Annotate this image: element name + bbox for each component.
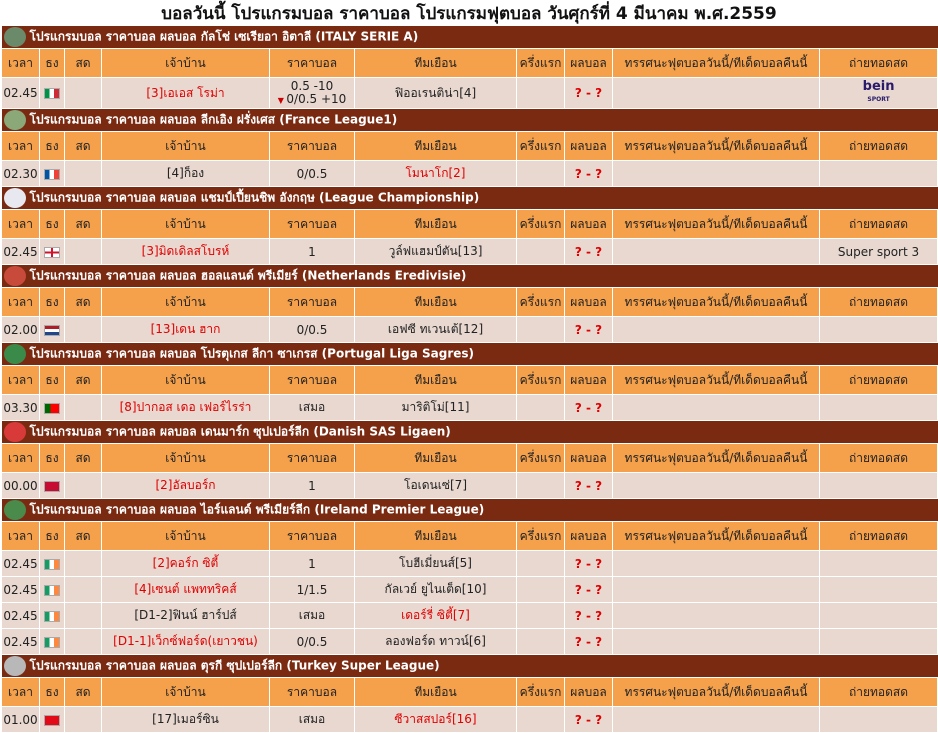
league-title[interactable]: โปรแกรมบอล ราคาบอล ผลบอล ฮอลแลนด์ พรีเมียร์ (Netherlands Eredivisie) (29, 268, 467, 283)
away-team[interactable]: เอฟซี ทเวนเต้[12] (355, 317, 517, 343)
column-header: ถ่ายทอดสด (820, 366, 938, 395)
league-header (2, 343, 938, 366)
column-header: ผลบอล (565, 288, 613, 317)
flag-cell (40, 629, 65, 655)
column-header: ถ่ายทอดสด (820, 678, 938, 707)
column-header: ครึ่งแรก (517, 366, 565, 395)
away-team[interactable]: ซีวาสสปอร์[16] (355, 707, 517, 733)
column-header: เวลา (2, 522, 40, 551)
column-header: ทรรศนะฟุตบอลวันนี้/ทีเด็ดบอลคืนนี้ (613, 522, 820, 551)
league-title[interactable]: โปรแกรมบอล ราคาบอล ผลบอล ลีกเอิง ฝรั่งเศส (France League1) (29, 112, 398, 127)
italy-flag-icon (44, 88, 60, 99)
column-header-row (2, 288, 938, 317)
column-header: ครึ่งแรก (517, 288, 565, 317)
odds (270, 78, 355, 109)
league-title[interactable]: โปรแกรมบอล ราคาบอล ผลบอล กัลโช่ เซเรียอา อิตาลี (ITALY SERIE A) (29, 29, 419, 44)
tv-cell (820, 629, 938, 655)
column-header: ราคาบอล (270, 444, 355, 473)
column-header: ทรรศนะฟุตบอลวันนี้/ทีเด็ดบอลคืนนี้ (613, 288, 820, 317)
column-header: ผลบอล (565, 210, 613, 239)
ireland-flag-icon (44, 585, 60, 596)
odds: เสมอ (270, 395, 355, 421)
column-header-row (2, 49, 938, 78)
tv-cell (820, 473, 938, 499)
column-header: ธง (40, 288, 65, 317)
live-cell (65, 629, 102, 655)
odds: 1 (270, 551, 355, 577)
match-row (2, 161, 938, 187)
column-header: เวลา (2, 49, 40, 78)
live-cell (65, 78, 102, 109)
league-header (2, 265, 938, 288)
league-header (2, 499, 938, 522)
column-header: ครึ่งแรก (517, 210, 565, 239)
odds-line: 0.5 -10 (290, 78, 334, 93)
column-header: ถ่ายทอดสด (820, 288, 938, 317)
column-header: ราคาบอล (270, 288, 355, 317)
column-header: สด (65, 210, 102, 239)
home-team[interactable]: [4]เซนต์ แพททริคส์ (102, 577, 270, 603)
score: ? - ? (565, 707, 613, 733)
first-half-cell (517, 317, 565, 343)
prediction-cell[interactable] (613, 551, 820, 577)
match-time: 02.45 (2, 603, 40, 629)
column-header: ทรรศนะฟุตบอลวันนี้/ทีเด็ดบอลคืนนี้ (613, 132, 820, 161)
column-header: ราคาบอล (270, 522, 355, 551)
column-header: ทีมเยือน (355, 678, 517, 707)
column-header: เวลา (2, 678, 40, 707)
first-half-cell (517, 161, 565, 187)
live-cell (65, 577, 102, 603)
match-row (2, 317, 938, 343)
league-logo-icon (4, 266, 26, 286)
column-header: เวลา (2, 288, 40, 317)
score: ? - ? (565, 629, 613, 655)
first-half-cell (517, 629, 565, 655)
column-header: ถ่ายทอดสด (820, 132, 938, 161)
column-header: ทีมเยือน (355, 132, 517, 161)
league-logo-icon (4, 500, 26, 520)
league-logo-icon (4, 188, 26, 208)
column-header: ราคาบอล (270, 210, 355, 239)
odds-line: 0/0.5 +10 (286, 91, 347, 106)
column-header: ผลบอล (565, 678, 613, 707)
column-header: สด (65, 444, 102, 473)
match-row (2, 78, 938, 109)
prediction-cell[interactable] (613, 395, 820, 421)
column-header: ถ่ายทอดสด (820, 49, 938, 78)
column-header: ทรรศนะฟุตบอลวันนี้/ทีเด็ดบอลคืนนี้ (613, 366, 820, 395)
tv-cell (820, 395, 938, 421)
tv-cell (820, 603, 938, 629)
prediction-cell[interactable] (613, 707, 820, 733)
england-flag-icon (44, 247, 60, 258)
flag-cell (40, 707, 65, 733)
match-row (2, 551, 938, 577)
first-half-cell (517, 707, 565, 733)
first-half-cell (517, 239, 565, 265)
column-header: ครึ่งแรก (517, 522, 565, 551)
flag-cell (40, 78, 65, 109)
column-header-row (2, 210, 938, 239)
column-header: เจ้าบ้าน (102, 522, 270, 551)
flag-cell (40, 577, 65, 603)
first-half-cell (517, 395, 565, 421)
home-team[interactable]: [4]ก็อง (102, 161, 270, 187)
tv-cell (820, 161, 938, 187)
column-header: สด (65, 132, 102, 161)
tv-cell: Super sport 3 (820, 239, 938, 265)
column-header-row (2, 522, 938, 551)
column-header: ราคาบอล (270, 366, 355, 395)
match-time: 02.45 (2, 629, 40, 655)
odds: 1/1.5 (270, 577, 355, 603)
column-header: ครึ่งแรก (517, 678, 565, 707)
league-table (1, 421, 938, 499)
column-header: เจ้าบ้าน (102, 132, 270, 161)
column-header: ทรรศนะฟุตบอลวันนี้/ทีเด็ดบอลคืนนี้ (613, 210, 820, 239)
column-header: ทรรศนะฟุตบอลวันนี้/ทีเด็ดบอลคืนนี้ (613, 678, 820, 707)
live-cell (65, 239, 102, 265)
column-header: เจ้าบ้าน (102, 444, 270, 473)
live-cell (65, 473, 102, 499)
prediction-cell[interactable] (613, 317, 820, 343)
first-half-cell (517, 603, 565, 629)
match-row (2, 239, 938, 265)
match-row (2, 395, 938, 421)
column-header-row (2, 132, 938, 161)
league-title[interactable]: โปรแกรมบอล ราคาบอล ผลบอล ตุรกี ซุปเปอร์ลีก (Turkey Super League) (29, 658, 440, 673)
flag-cell (40, 473, 65, 499)
league-header (2, 655, 938, 678)
odds: เสมอ (270, 603, 355, 629)
column-header: เจ้าบ้าน (102, 366, 270, 395)
league-table (1, 265, 938, 343)
odds: 0/0.5 (270, 161, 355, 187)
tv-cell (820, 551, 938, 577)
away-team[interactable]: กัลเวย์ ยูไนเต็ด[10] (355, 577, 517, 603)
ireland-flag-icon (44, 611, 60, 622)
column-header: ทรรศนะฟุตบอลวันนี้/ทีเด็ดบอลคืนนี้ (613, 444, 820, 473)
flag-cell (40, 603, 65, 629)
column-header: ธง (40, 132, 65, 161)
bein-sport-logo-icon: bein SPORT (862, 79, 895, 103)
match-time: 03.30 (2, 395, 40, 421)
column-header: ธง (40, 210, 65, 239)
league-logo-icon (4, 656, 26, 676)
column-header: เวลา (2, 210, 40, 239)
away-team[interactable]: โมนาโก[2] (355, 161, 517, 187)
league-table (1, 109, 938, 187)
score: ? - ? (565, 395, 613, 421)
column-header: ราคาบอล (270, 49, 355, 78)
league-title[interactable]: โปรแกรมบอล ราคาบอล ผลบอล เดนมาร์ก ซุปเปอร์ลีก (Danish SAS Ligaen) (29, 424, 451, 439)
column-header: ทีมเยือน (355, 522, 517, 551)
match-time: 02.30 (2, 161, 40, 187)
column-header: เจ้าบ้าน (102, 49, 270, 78)
score: ? - ? (565, 473, 613, 499)
odds: 1 (270, 239, 355, 265)
tv-cell (820, 78, 938, 109)
away-team[interactable]: โอเดนเซ่[7] (355, 473, 517, 499)
column-header: สด (65, 288, 102, 317)
league-logo-icon (4, 344, 26, 364)
odds: 0/0.5 (270, 317, 355, 343)
column-header: ถ่ายทอดสด (820, 210, 938, 239)
column-header: เจ้าบ้าน (102, 678, 270, 707)
odds: 0/0.5 (270, 629, 355, 655)
live-cell (65, 395, 102, 421)
column-header: ครึ่งแรก (517, 132, 565, 161)
home-team[interactable]: [D1-2]ฟินน์ ฮาร์ปส์ (102, 603, 270, 629)
column-header: ทรรศนะฟุตบอลวันนี้/ทีเด็ดบอลคืนนี้ (613, 49, 820, 78)
home-team[interactable]: [3]มิดเดิลสโบรห์ (102, 239, 270, 265)
match-row (2, 603, 938, 629)
column-header: ผลบอล (565, 49, 613, 78)
page-title: บอลวันนี้ โปรแกรมบอล ราคาบอล โปรแกรมฟุตบอล วันศุกร์ที่ 4 มีนาคม พ.ศ.2559 (161, 4, 777, 24)
prediction-cell[interactable] (613, 629, 820, 655)
league-header (2, 26, 938, 49)
column-header: เวลา (2, 444, 40, 473)
league-logo-icon (4, 422, 26, 442)
flag-cell (40, 317, 65, 343)
column-header: ถ่ายทอดสด (820, 444, 938, 473)
match-time: 02.45 (2, 551, 40, 577)
column-header-row (2, 366, 938, 395)
score: ? - ? (565, 317, 613, 343)
score: ? - ? (565, 551, 613, 577)
match-row (2, 577, 938, 603)
column-header: ธง (40, 444, 65, 473)
column-header-row (2, 678, 938, 707)
score: ? - ? (565, 603, 613, 629)
column-header: ผลบอล (565, 444, 613, 473)
away-team[interactable]: ฟิออเรนติน่า[4] (355, 78, 517, 109)
denmark-flag-icon (44, 481, 60, 492)
column-header: เจ้าบ้าน (102, 210, 270, 239)
live-cell (65, 707, 102, 733)
column-header: ธง (40, 522, 65, 551)
column-header: ทีมเยือน (355, 210, 517, 239)
column-header: ผลบอล (565, 366, 613, 395)
score: ? - ? (565, 161, 613, 187)
home-team[interactable]: [2]คอร์ก ซิตี้ (102, 551, 270, 577)
live-cell (65, 603, 102, 629)
live-cell (65, 551, 102, 577)
away-team[interactable]: วูล์ฟแฮมป์ตัน[13] (355, 239, 517, 265)
column-header: สด (65, 49, 102, 78)
ireland-flag-icon (44, 637, 60, 648)
prediction-cell[interactable] (613, 161, 820, 187)
live-cell (65, 317, 102, 343)
down-arrow-icon: ▼ (277, 95, 287, 105)
home-team[interactable]: [13]เดน ฮาก (102, 317, 270, 343)
league-title[interactable]: โปรแกรมบอล ราคาบอล ผลบอล โปรตุเกส ลีกา ซาเกรส (Portugal Liga Sagres) (29, 346, 475, 361)
prediction-cell[interactable] (613, 78, 820, 109)
column-header: ผลบอล (565, 132, 613, 161)
column-header: เวลา (2, 366, 40, 395)
league-header (2, 187, 938, 210)
column-header: ผลบอล (565, 522, 613, 551)
column-header: ธง (40, 678, 65, 707)
match-time: 02.45 (2, 239, 40, 265)
flag-cell (40, 239, 65, 265)
column-header: สด (65, 366, 102, 395)
column-header: ธง (40, 49, 65, 78)
flag-cell (40, 551, 65, 577)
league-table (1, 499, 938, 655)
column-header: ราคาบอล (270, 132, 355, 161)
league-table (1, 343, 938, 421)
match-row (2, 473, 938, 499)
prediction-cell[interactable] (613, 603, 820, 629)
column-header: ธง (40, 366, 65, 395)
home-team[interactable]: [3]เอเอส โรม่า (102, 78, 270, 109)
league-logo-icon (4, 27, 26, 47)
flag-cell (40, 161, 65, 187)
live-cell (65, 161, 102, 187)
home-team[interactable]: [17]เมอร์ซิน (102, 707, 270, 733)
match-time: 01.00 (2, 707, 40, 733)
league-table (1, 187, 938, 265)
column-header: สด (65, 522, 102, 551)
prediction-cell[interactable] (613, 473, 820, 499)
score: ? - ? (565, 577, 613, 603)
away-team[interactable]: โบฮีเมี่ยนส์[5] (355, 551, 517, 577)
column-header: ราคาบอล (270, 678, 355, 707)
away-team[interactable]: เดอร์รี่ ซิตี้[7] (355, 603, 517, 629)
odds: 1 (270, 473, 355, 499)
match-time: 02.45 (2, 78, 40, 109)
column-header: เวลา (2, 132, 40, 161)
match-row (2, 629, 938, 655)
match-time: 02.45 (2, 577, 40, 603)
score: ? - ? (565, 239, 613, 265)
portugal-flag-icon (44, 403, 60, 414)
league-header (2, 421, 938, 444)
france-flag-icon (44, 169, 60, 180)
match-time: 02.00 (2, 317, 40, 343)
away-team[interactable]: ลองฟอร์ด ทาวน์[6] (355, 629, 517, 655)
tv-cell (820, 317, 938, 343)
column-header: ทีมเยือน (355, 288, 517, 317)
league-logo-icon (4, 110, 26, 130)
first-half-cell (517, 551, 565, 577)
league-tables (0, 26, 938, 733)
column-header: ทีมเยือน (355, 49, 517, 78)
column-header: สด (65, 678, 102, 707)
flag-cell (40, 395, 65, 421)
league-title[interactable]: โปรแกรมบอล ราคาบอล ผลบอล ไอร์แลนด์ พรีเมียร์ลีก (Ireland Premier League) (29, 502, 485, 517)
tv-cell (820, 707, 938, 733)
first-half-cell (517, 78, 565, 109)
away-team[interactable]: มาริติโม่[11] (355, 395, 517, 421)
league-table (1, 655, 938, 733)
league-title[interactable]: โปรแกรมบอล ราคาบอล ผลบอล แชมป์เปี้ยนชิพ อังกฤษ (League Championship) (29, 190, 480, 205)
league-header (2, 109, 938, 132)
netherlands-flag-icon (44, 325, 60, 336)
column-header: ทีมเยือน (355, 444, 517, 473)
odds: เสมอ (270, 707, 355, 733)
match-row (2, 707, 938, 733)
match-time: 00.00 (2, 473, 40, 499)
tv-cell (820, 577, 938, 603)
prediction-cell[interactable] (613, 577, 820, 603)
ireland-flag-icon (44, 559, 60, 570)
turkey-flag-icon (44, 715, 60, 726)
score: ? - ? (565, 78, 613, 109)
column-header: เจ้าบ้าน (102, 288, 270, 317)
first-half-cell (517, 577, 565, 603)
column-header: ครึ่งแรก (517, 49, 565, 78)
prediction-cell[interactable] (613, 239, 820, 265)
home-team[interactable]: [2]อัลบอร์ก (102, 473, 270, 499)
column-header: ครึ่งแรก (517, 444, 565, 473)
column-header: ถ่ายทอดสด (820, 522, 938, 551)
first-half-cell (517, 473, 565, 499)
league-table (1, 26, 938, 109)
home-team[interactable]: [8]ปากอส เดอ เฟอร์ไรร่า (102, 395, 270, 421)
column-header-row (2, 444, 938, 473)
home-team[interactable]: [D1-1]เว็กซ์ฟอร์ด(เยาวชน) (102, 629, 270, 655)
column-header: ทีมเยือน (355, 366, 517, 395)
